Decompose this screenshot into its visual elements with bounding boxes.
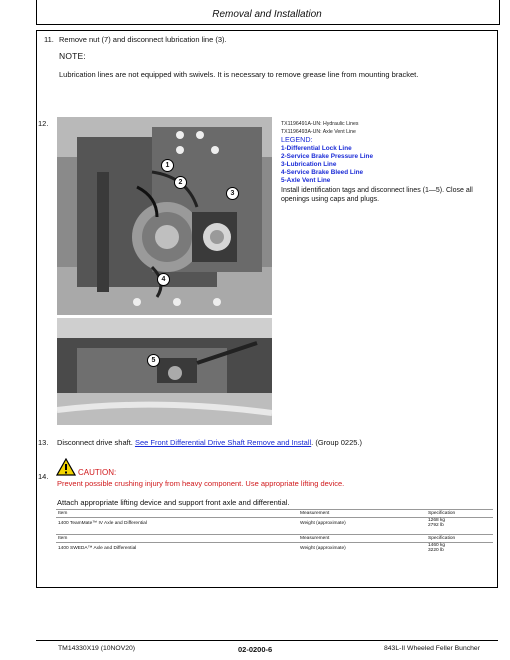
spec-value-kg: 1268 kg — [428, 518, 446, 523]
step-11-number: 11. — [44, 35, 54, 44]
axle-vent-line-photo — [57, 318, 272, 425]
spec-value-lb: 2792 lb — [428, 523, 444, 528]
callout-5: 5 — [147, 354, 160, 367]
step-12-instruction: Install identification tags and disconnect lines (1—5). Close all openings using caps and plugs. — [281, 186, 473, 203]
footer-machine-name: 843L-II Wheeled Feller Buncher — [384, 645, 480, 652]
note-text: Lubrication lines are not equipped with swivels. It is necessary to remove grease line from mounting bracket. — [59, 70, 419, 79]
spec-item: 1400 SWEDA™ Axle and Differential — [58, 545, 137, 551]
spec-table-sweda — [56, 534, 493, 553]
footer-doc-id: TM14330X19 (10NOV20) — [58, 645, 136, 652]
spec-measurement: Weight (approximate) — [300, 545, 346, 551]
legend-item: 3-Lubrication Line — [281, 161, 337, 169]
spec-value — [426, 543, 493, 554]
page-title: Removal and Installation — [212, 9, 322, 20]
step-13-text — [57, 438, 362, 448]
spec-head-measurement: Measurement — [300, 511, 330, 516]
note-label: NOTE: — [59, 51, 86, 61]
spec-measurement: Weight (approximate) — [300, 520, 346, 526]
step-12-legend — [281, 120, 493, 204]
step-11-text: Remove nut (7) and disconnect lubrication line (3). — [59, 35, 227, 44]
caution-text: Prevent possible crushing injury from heavy component. Use appropriate lifting device. — [57, 479, 345, 488]
spec-head-specification: Specification — [428, 536, 456, 541]
spec-value — [426, 518, 493, 529]
image-id-1: TX1196491A-UN: Hydraulic Lines — [281, 121, 359, 127]
legend-item: 1-Differential Lock Line — [281, 144, 352, 152]
caution-icon — [56, 458, 76, 481]
callout-2: 2 — [174, 176, 187, 189]
spec-head-specification: Specification — [428, 511, 456, 516]
caution-label: CAUTION: — [78, 468, 117, 477]
step-14-instruction: Attach appropriate lifting device and support front axle and differential. — [57, 498, 290, 507]
spec-head-item: Item — [58, 536, 68, 541]
legend-title: LEGEND: — [281, 135, 313, 145]
step-12-number: 12. — [38, 119, 49, 128]
image-id-2: TX1196493A-UN: Axle Vent Line — [281, 129, 356, 136]
step-13-number: 13. — [38, 438, 49, 447]
front-differential-drive-shaft-link[interactable]: See Front Differential Drive Shaft Remove and Install — [134, 438, 312, 447]
spec-table-teammate — [56, 509, 493, 528]
hydraulic-lines-photo — [57, 117, 272, 315]
step-14-number: 14. — [38, 472, 49, 481]
legend-item: 2-Service Brake Pressure Line — [281, 152, 374, 160]
legend-item: 4-Service Brake Bleed Line — [281, 169, 364, 177]
footer-page-number: 02-0200-6 — [238, 645, 273, 654]
spec-value-kg: 1460 kg — [428, 543, 446, 548]
spec-value-lb: 3220 lb — [428, 548, 444, 553]
footer-rule — [36, 640, 498, 641]
axle-vent-line-image — [57, 318, 272, 425]
spec-item: 1400 TeamMate™ IV Axle and Differential — [58, 520, 147, 526]
spec-head-item: Item — [58, 511, 68, 516]
callout-4: 4 — [157, 273, 170, 286]
step-13-text-after: . (Group 0225.) — [311, 438, 363, 447]
legend-item: 5-Axle Vent Line — [281, 177, 331, 185]
spec-head-measurement: Measurement — [300, 536, 330, 541]
callout-1: 1 — [161, 159, 174, 172]
step-13-text-before: Disconnect drive shaft. — [57, 438, 133, 447]
callout-3: 3 — [226, 187, 239, 200]
